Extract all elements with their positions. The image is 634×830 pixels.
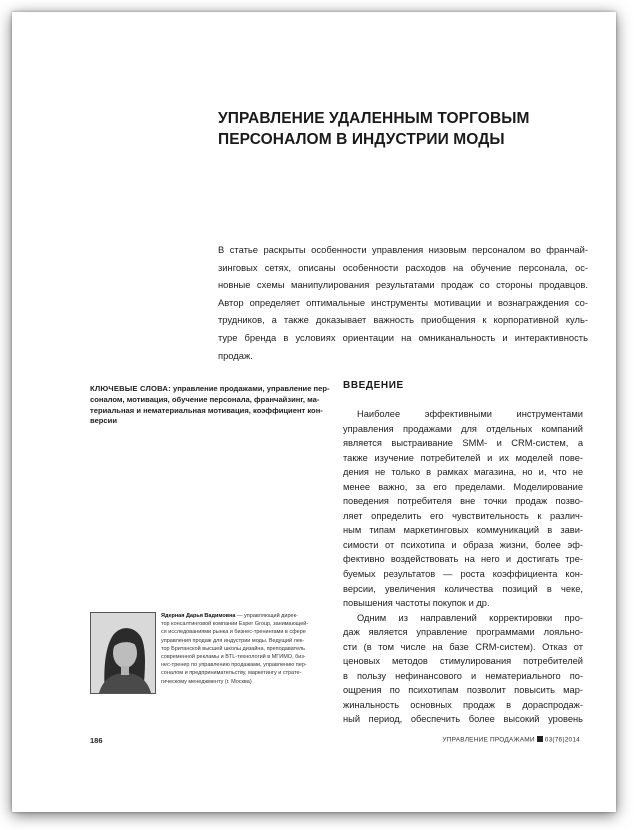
abstract-line: трудников, а также доказывает важность приобщения к корпоративной куль-: [218, 314, 588, 326]
keywords-line: версии: [90, 416, 117, 426]
author-name: Ядерная Дарья Вадимовна: [161, 613, 236, 619]
section-heading-intro: ВВЕДЕНИЕ: [343, 380, 404, 391]
body-line: менее важно, за его пределами. Моделирование: [343, 481, 583, 492]
journal-issue: 03(76)2014: [544, 736, 580, 744]
body-line: ный период, обеспечить более высокий уровень: [343, 714, 583, 725]
body-line: ощрения по психотипам позволит повысить мар-: [343, 685, 583, 696]
body-line: фективно воздействовать на него и достигать тре-: [343, 554, 583, 565]
author-bio-line: нес-тренер по управлению продажами, управлению пер-: [161, 662, 307, 669]
body-line: Одним из направлений корректировки про-: [357, 612, 583, 623]
abstract-line: новные схемы манипулирования результатами продаж со стороны продавцов.: [218, 279, 588, 291]
abstract-line: туре бренда в условиях ориентации на омниканальность и интерактивность: [218, 331, 588, 343]
body-line: жинальность основных продаж в дораспродаж-: [343, 699, 583, 710]
body-line: ценовых методов стимулирования потребителей: [343, 656, 583, 667]
square-bullet-icon: [537, 736, 543, 742]
body-line: повышения частоты покупок и др.: [343, 598, 490, 609]
author-photo: [90, 612, 156, 694]
body-line: даж является управление программами лояльно-: [343, 627, 583, 638]
journal-page: [12, 12, 616, 812]
abstract-line: Автор определяет оптимальные инструменты мотивации и вознаграждения со-: [218, 296, 588, 308]
journal-name: УПРАВЛЕНИЕ ПРОДАЖАМИ: [442, 736, 535, 744]
body-line: версии, увеличения количества позиций в чеке,: [343, 583, 583, 594]
body-line: ным типам маркетинговых коммуникаций в зави-: [343, 525, 583, 536]
keywords-text: управление продажами, управление пер-: [172, 384, 330, 393]
body-text-column: [343, 407, 583, 727]
author-bio-line: современной рекламы и BTL-технологий в МГИМО, биз-: [161, 654, 306, 661]
article-title: [218, 108, 588, 150]
article-abstract: [218, 241, 588, 364]
author-portrait-icon: [91, 613, 155, 693]
author-bio: [161, 612, 321, 686]
author-bio-line: гическому менеджменту (г. Москва): [161, 678, 252, 685]
keywords-label: КЛЮЧЕВЫЕ СЛОВА:: [90, 384, 171, 393]
abstract-line: зинговых сетях, описаны особенности расходов на обучение персонала, ос-: [218, 261, 588, 273]
body-line: управления продажами для отдельных компаний: [343, 423, 583, 434]
keywords-block: [90, 384, 330, 427]
body-line: является выстраивание SMM- и CRM-систем, а: [343, 438, 583, 449]
body-line: Наиболее эффективными инструментами: [357, 409, 583, 419]
author-bio-line: соналом и предпринимательству, маркетингу и страте-: [161, 670, 302, 677]
author-bio-line: управления продаж для индустрии моды. Ведущий лек-: [161, 637, 305, 644]
body-line: дения не только в рамках магазина, но и, что не: [343, 467, 583, 478]
body-line: буемых результатов — роста коэффициента кон-: [343, 569, 583, 580]
body-line: сти (в том числе на базе CRM-систем). Отказ от: [343, 641, 583, 652]
body-line: ляет определить его чувствительность к различ-: [343, 510, 583, 521]
abstract-line: В статье раскрыты особенности управления низовым персоналом во франчай-: [218, 244, 588, 255]
body-line: в пользу нефинансового и нематериального по-: [343, 670, 583, 681]
keywords-line: соналом, мотивация, обучение персонала, франчайзинг, ма-: [90, 394, 320, 404]
author-bio-line: тор консалтинговой компании Esper Group, занимающей-: [161, 621, 309, 628]
author-bio-line: ся исследованиями рынка и бизнес-тренингами в сфере: [161, 629, 306, 636]
article-title-line-2: ПЕРСОНАЛОМ В ИНДУСТРИИ МОДЫ: [218, 131, 505, 148]
body-line: также изучение потребителей и их моделей пове-: [343, 452, 583, 463]
body-line: симости от психотипа и образа жизни, более эф-: [343, 539, 583, 550]
body-line: поведения потребителя вне точки продаж позво-: [343, 496, 583, 507]
page-number: 186: [90, 736, 103, 745]
article-title-line-1: УПРАВЛЕНИЕ УДАЛЕННЫМ ТОРГОВЫМ: [218, 110, 530, 127]
journal-footer: [442, 736, 580, 744]
abstract-line: продаж.: [218, 349, 253, 361]
author-bio-line: тор Британской высшей школы дизайна, преподаватель: [161, 645, 306, 652]
author-bio-line: Ядерная Дарья Вадимовна — управляющий дирек-: [161, 613, 298, 619]
keywords-line: [90, 384, 330, 395]
keywords-line: териальная и нематериальная мотивация, коэффициент кон-: [90, 405, 323, 415]
